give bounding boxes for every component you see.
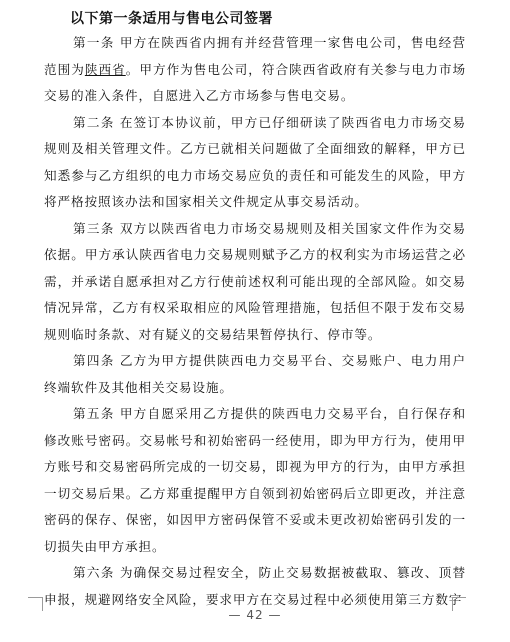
clause-6: 第六条 为确保交易过程安全，防止交易数据被截取、篡改、顶替申报，规避网络安全风险，要求甲方在交易过程中必须使用第三方数字 — [44, 565, 466, 607]
clause-1-rest: 。甲方作为售电公司，符合陕西省政府有关参与电力市场交易的准入条件，自愿进入乙方市场参与售电交易。 — [44, 61, 467, 103]
page-number: — 42 — — [228, 608, 282, 622]
clause-1 — [44, 30, 466, 110]
clause-1-underlined-scope: 陕西省 — [84, 61, 126, 77]
clause-1-lead: 第一条 甲方在陕西省内拥有并经营管理一家售电公司，售电经营范围为 — [44, 35, 466, 77]
section-heading: 以下第一条适用与售电公司签署 — [70, 11, 273, 27]
clause-5: 第五条 甲方自愿采用乙方提供的陕西电力交易平台，自行保存和修改账号密码。交易帐号和初始密码一经使用，即为甲方行为，使用甲方账号和交易密码所完成的一切交易，即视为甲方的行为，由甲方承担一切交易后果。乙方郑重提醒甲方自领到初始密码后立即更改，并注意密码的保存、保密，如因甲方密码保管不妥或未更改初始密码引发的一切损失由甲方承担。 — [44, 406, 466, 554]
clause-body — [44, 30, 466, 613]
clause-2: 第二条 在签订本协议前，甲方已仔细研读了陕西省电力市场交易规则及相关管理文件。乙方已就相关问题做了全面细致的解释，甲方已知悉参与乙方组织的电力市场交易应负的责任和可能发生的风险，甲方将严格按照该办法和国家相关文件规定从事交易活动。 — [44, 114, 466, 209]
clause-4: 第四条 乙方为甲方提供陕西电力交易平台、交易账户、电力用户终端软件及其他相关交易设施。 — [44, 353, 466, 395]
clause-3: 第三条 双方以陕西省电力市场交易规则及相关国家文件作为交易依据。甲方承认陕西省电力交易规则赋予乙方的权利实为市场运营之必需，并承诺自愿承担对乙方行使前述权利可能出现的全部风险。如交易情况异常，乙方有权采取相应的风险管理措施，包括但不限于发布交易规则临时条款、对有疑义的交易结果暂停执行、停市等。 — [44, 220, 466, 342]
